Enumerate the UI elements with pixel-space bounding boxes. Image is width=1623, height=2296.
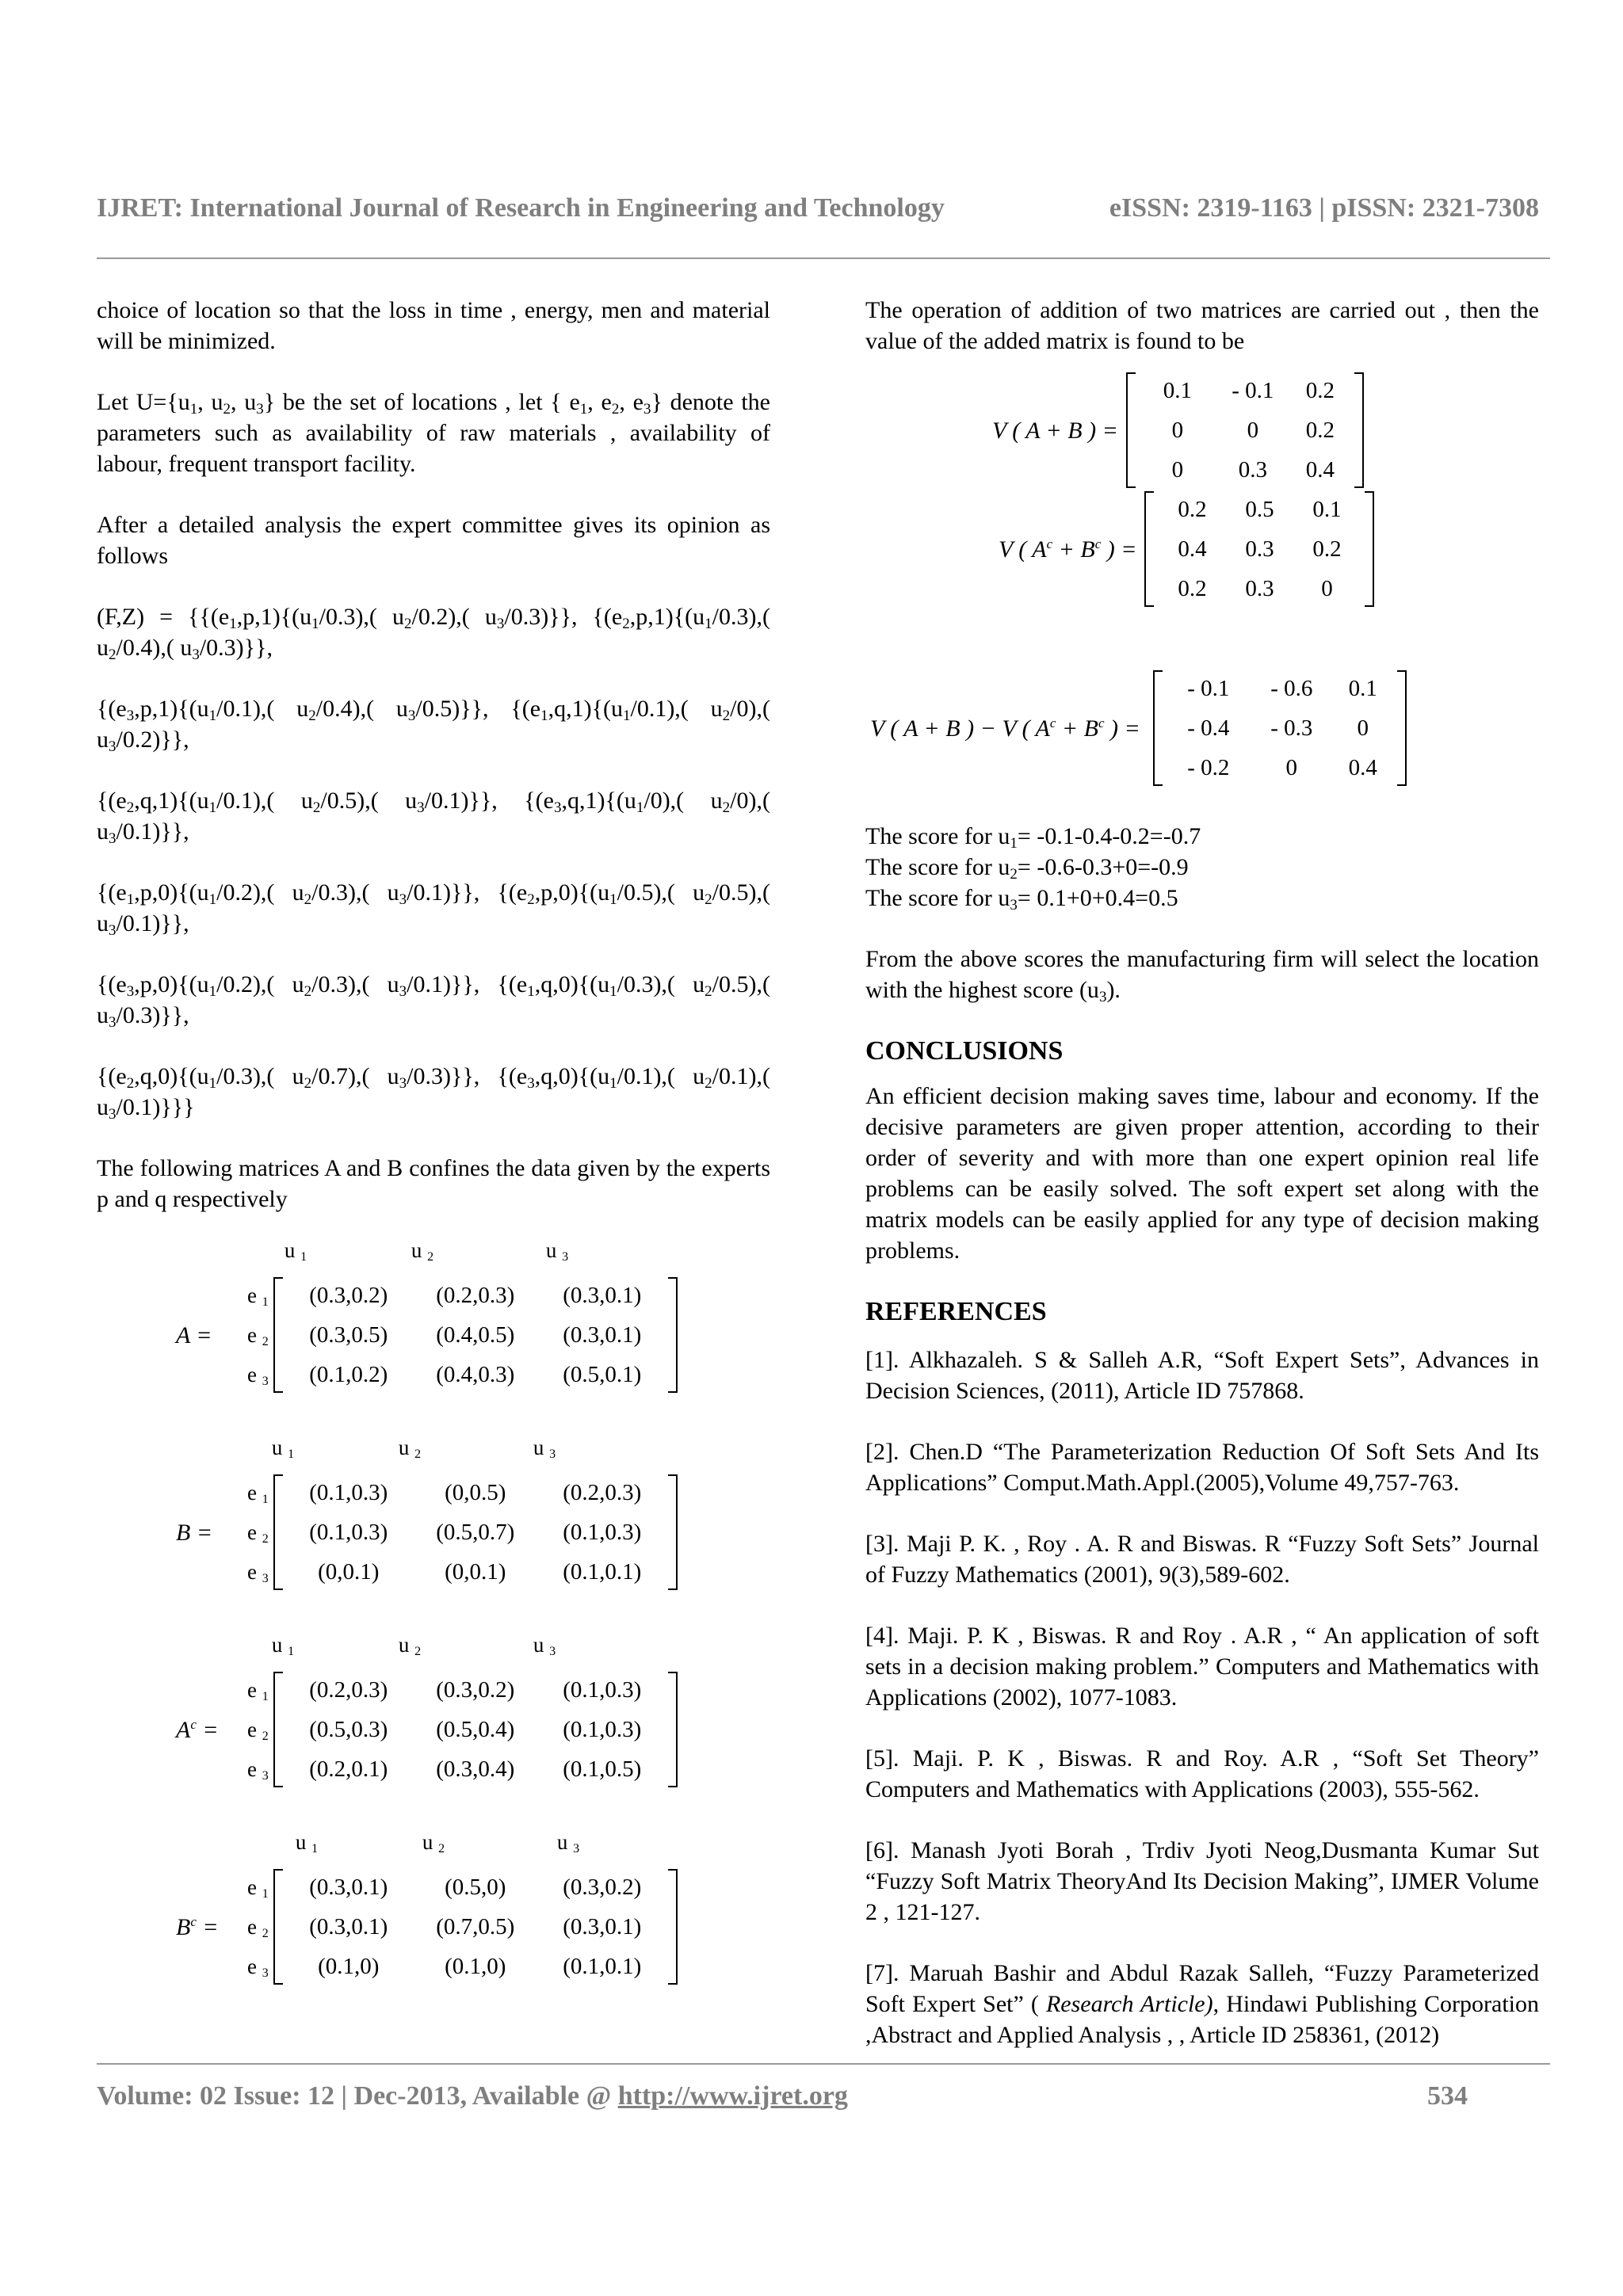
footer-volume: Volume: 02 Issue: 12 | Dec-2013, Available @ http://www.ijret.org [97,2081,848,2111]
paragraph-selection: From the above scores the manufacturing firm will select the location with the highest score $(u_3)$. [865,946,1539,1005]
column-header: u 3 [533,1436,556,1461]
matrix-cell: (0.5,0.3) [309,1717,388,1742]
soft-expert-set-line: {$(e_2,q,0)\{(u_1/0.3)$,( $u_2/0.7$),( $u_3/0.3$)}}, {$(e_3,q,0)\{(u_1/0.1)$,( $u_2/0.1$),( $u_3/0.1$)}}} [97,1063,770,1123]
paragraph-set-definition: Let $U=\{u_1$, $u_2$, $u_3$} be the set of locations , let { $e_1$, $e_2$, $e_3$} denote the parameters such as availability of raw materials , availability of labour, frequent transport facility. [97,389,770,477]
matrix-cell: 0.4 [1348,755,1377,780]
matrix-cell: 0.4 [1178,536,1207,562]
column-header: u 2 [411,1238,434,1264]
bracket-right [668,1869,678,1985]
matrix-cell: 0 [1247,418,1259,443]
matrix-b-complement [176,1827,770,1985]
matrix-cell: (0.1,0.2) [309,1362,388,1387]
matrix-cell: (0,0.1) [445,1559,506,1585]
column-header: u 1 [284,1238,307,1264]
matrix-body [1154,491,1365,607]
bracket-left [273,1277,283,1393]
matrix-cell: 0 [1171,418,1184,443]
reference-item: [4]. Maji. P. K , Biswas. R and Roy . A.R , “ An application of soft sets in a decision making problem.” Computers and Mathematics with Applications (2002), 1077-1083. [865,1623,1539,1711]
matrix-cell: - 0.4 [1187,715,1230,741]
matrix-cell: (0.2,0.3) [309,1677,388,1703]
bracket-right [1397,670,1407,786]
bracket-right [668,1277,678,1393]
row-label: e 3 [247,1363,269,1388]
matrix-cell: 0.2 [1305,378,1335,403]
matrix-cell: (0.1,0.1) [563,1559,642,1585]
matrix-cell: (0.1,0) [318,1954,380,1979]
matrix-cell: (0,0.1) [318,1559,380,1585]
matrix-cell: (0.3,0.4) [436,1756,515,1782]
matrix-cell: 0.3 [1245,576,1274,601]
row-label: e 2 [247,1915,269,1940]
column-header: u 3 [545,1238,569,1264]
matrix-cell: - 0.3 [1270,715,1313,741]
matrix-cell: - 0.2 [1187,755,1230,780]
bracket-right [1365,491,1374,607]
matrix-body [283,1277,668,1393]
matrix-cell: - 0.6 [1270,676,1313,701]
column-header: u 3 [556,1830,580,1855]
matrix-column-headers [247,1827,770,1864]
matrix-cell: 0.1 [1312,497,1342,522]
matrix-row-group [176,1672,770,1787]
matrix-cell: (0.1,0.3) [563,1677,642,1703]
row-label: e 1 [247,1678,269,1703]
column-header: u 3 [533,1633,556,1658]
paragraph: choice of location so that the loss in time , energy, men and material will be minimized. [97,297,770,354]
matrices-abc [97,1235,770,1985]
matrix-v-ac-plus-bc [999,491,1539,607]
matrix-b [176,1432,770,1590]
matrix-cell: 0.4 [1305,457,1335,482]
matrix-a-complement [176,1630,770,1787]
right-column [865,295,1539,2081]
left-column [97,295,770,1985]
bracket-right [668,1474,678,1590]
column-header: u 1 [271,1436,295,1461]
matrix-cell: 0.1 [1348,676,1377,701]
matrix-cell: (0.5,0.4) [436,1717,515,1742]
column-header: u 1 [271,1633,295,1658]
column-header: u 1 [295,1830,319,1855]
matrix-cell: 0 [1321,576,1333,601]
column-header: u 2 [398,1633,422,1658]
matrix-cell: (0.3,0.5) [309,1322,388,1348]
row-label: e 2 [247,1323,269,1348]
matrix-v-a-plus-b [992,372,1539,488]
matrix-lhs: B = [176,1519,213,1546]
paragraph: The operation of addition of two matrices are carried out , then the value of the added matrix is found to be [865,297,1539,354]
row-label: e 3 [247,1757,269,1783]
matrix-cell: (0.3,0.1) [309,1914,388,1939]
bracket-left [1153,670,1163,786]
soft-expert-set-line: {$(e_2,q,1)\{(u_1/0.1)$,( $u_2/0.5$),( $u_3/0.1$)}}, {$(e_3,q,1)\{(u_1/0)$,( $u_2/0$),( $u_3/0.1$)}}, [97,788,770,847]
matrix-body [283,1869,668,1985]
paragraph: The following matrices A and B confines the data given by the experts p and q respectively [97,1155,770,1212]
bracket-left [1144,491,1154,607]
matrix-cell: (0.7,0.5) [436,1914,515,1939]
score-line: The score for $u_3= 0.1+0+0.4=0.5$ [865,885,1178,913]
soft-expert-set-line: {$(e_3,p,1)\{(u_1/0.1)$,( $u_2/0.4$),( $u_3/0.5$)}}, {$(e_1,q,1)\{(u_1/0.1)$,( $u_2/0$),( $u_3/0.2$)}}, [97,696,770,755]
matrix-cell: (0.1,0.3) [309,1520,388,1545]
matrix-cell: 0 [1285,755,1298,780]
footer-rule [97,2063,1550,2065]
column-header: u 2 [422,1830,445,1855]
matrix-lhs: V ( $A^c + B^c$ ) = [999,536,1137,563]
bracket-left [273,1474,283,1590]
column-header: u 2 [398,1436,422,1461]
matrix-cell: (0.3,0.1) [563,1322,642,1348]
bracket-right [1354,372,1364,488]
matrix-lhs: $B^c$ = [176,1913,219,1940]
matrix-cell: (0.5,0.7) [436,1520,515,1545]
matrix-cell: 0.2 [1305,418,1335,443]
matrix-cell: (0.4,0.5) [436,1322,515,1348]
matrix-cell: - 0.1 [1232,378,1274,403]
matrix-cell: (0.1,0.3) [563,1717,642,1742]
running-header [97,193,1539,223]
matrix-cell: 0.2 [1178,576,1207,601]
bracket-left [273,1672,283,1787]
reference-item: [7]. Maruah Bashir and Abdul Razak Salleh, “Fuzzy Parameterized Soft Expert Set” ( Research Article), Hindawi Publishing Corporation ,Abstract and Applied Analysis , , Article ID 258361, (2012) [865,1960,1539,2048]
matrix-cell: (0.2,0.3) [436,1283,515,1308]
row-label: e 2 [247,1520,269,1546]
matrix-cell: 0 [1171,457,1184,482]
matrix-cell: (0.1,0.3) [563,1520,642,1545]
matrix-cell: 0.2 [1178,497,1207,522]
matrix-body [283,1672,668,1787]
matrix-body [1136,372,1354,488]
reference-item: [3]. Maji P. K. , Roy . A. R and Biswas. R “Fuzzy Soft Sets” Journal of Fuzzy Mathematics (2001), 9(3),589-602. [865,1531,1539,1588]
matrix-cell: 0.3 [1238,457,1267,482]
matrix-row-group [176,1869,770,1985]
bracket-right [668,1672,678,1787]
matrix-cell: (0.2,0.1) [309,1756,388,1782]
matrix-body [1163,670,1397,786]
matrix-row-group [176,1474,770,1590]
matrix-body [283,1474,668,1590]
reference-item: [5]. Maji. P. K , Biswas. R and Roy. A.R , “Soft Set Theory” Computers and Mathematics with Applications (2003), 555-562. [865,1745,1539,1802]
page-number: 534 [1427,2081,1468,2111]
row-label: e 1 [247,1481,269,1506]
row-label: e 3 [247,1560,269,1585]
matrix-column-headers [223,1630,770,1667]
header-rule [97,257,1550,259]
matrix-cell: (0.1,0.5) [563,1756,642,1782]
soft-expert-set-line: {$(e_3,p,0)\{(u_1/0.2)$,( $u_2/0.3$),( $u_3/0.1$)}}, {$(e_1,q,0)\{(u_1/0.3)$,( $u_2/0.5$),( $u_3/0.3$)}}, [97,971,770,1031]
score-line: The score for $u_2= -0.6-0.3+0=-0.9$ [865,854,1189,883]
matrix-cell: (0,0.5) [445,1480,506,1505]
matrix-lhs: $A^c$ = [176,1716,219,1743]
row-label: e 3 [247,1955,269,1980]
matrix-row-labels [247,1476,273,1589]
matrix-lhs: A = [176,1322,212,1348]
matrix-column-headers [236,1235,770,1272]
scores [865,821,1539,913]
reference-item: [1]. Alkhazaleh. S & Salleh A.R, “Soft Expert Sets”, Advances in Decision Sciences, (2011), Article ID 757868. [865,1347,1539,1404]
matrix-row-labels [247,1673,273,1786]
reference-list [865,1344,1539,2050]
matrix-lhs: V ( A + B ) = [992,417,1118,444]
matrix-cell: 0.1 [1163,378,1192,403]
matrix-cell: (0.5,0) [445,1875,506,1900]
journal-link[interactable]: http://www.ijret.org [617,2081,848,2111]
matrix-column-headers [223,1432,770,1470]
matrix-cell: (0.3,0.2) [563,1875,642,1900]
reference-item: [6]. Manash Jyoti Borah , Trdiv Jyoti Neog,Dusmanta Kumar Sut “Fuzzy Soft Matrix TheoryAnd Its Decision Making”, IJMER Volume 2 , 121-127. [865,1837,1539,1925]
running-footer [97,2081,1468,2111]
matrix-cell: (0.3,0.2) [436,1677,515,1703]
paragraph: After a detailed analysis the expert committee gives its opinion as follows [97,512,770,569]
soft-expert-set-line: {$(e_1,p,0)\{(u_1/0.2)$,( $u_2/0.3$),( $u_3/0.1$)}}, {$(e_2,p,0)\{(u_1/0.5)$,( $u_2/0.5$),( $u_3/0.1$)}}, [97,879,770,939]
matrix-cell: (0.3,0.2) [309,1283,388,1308]
bracket-left [1126,372,1136,488]
matrix-row-labels [247,1871,273,1983]
section-heading-conclusions: CONCLUSIONS [865,1036,1064,1066]
matrix-cell: 0.5 [1245,497,1274,522]
matrix-cell: 0 [1357,715,1369,741]
matrix-a [176,1235,770,1393]
matrix-cell: 0.2 [1312,536,1342,562]
row-label: e 1 [247,1875,269,1901]
matrix-cell: - 0.1 [1187,676,1230,701]
matrix-cell: 0.3 [1245,536,1274,562]
matrix-cell: (0.3,0.1) [309,1875,388,1900]
matrix-row-labels [247,1279,273,1391]
matrix-cell: (0.5,0.1) [563,1362,642,1387]
score-line: The score for $u_1= -0.1-0.4-0.2=-0.7$ [865,823,1201,852]
matrix-cell: (0.1,0.1) [563,1954,642,1979]
journal-title: IJRET: International Journal of Research in Engineering and Technology [97,193,945,223]
matrix-cell: (0.2,0.3) [563,1480,642,1505]
matrix-lhs: V ( A + B ) − V ( $A^c + B^c$ ) = [870,715,1140,742]
soft-expert-set [97,601,770,1123]
section-heading-references: REFERENCES [865,1297,1047,1326]
matrix-v-difference [870,670,1539,786]
paragraph-conclusions: An efficient decision making saves time, labour and economy. If the decisive parameters are given proper attention, according to their order of severity and with more than one expert opinion real life problems can be easily solved. The soft expert set along with the matrix models can be easily applied for any type of decision making problems. [865,1083,1539,1264]
soft-expert-set-line: $(F,Z) = \{\{(e_1,p,1)\{(u_1/0.3)$,( $u_2/0.2$),( $u_3/0.3$)}}, {$(e_2,p,1)\{(u_1/0.3)$,( $u_2/0.4$),( $u_3/0.3$)}}, [97,604,770,663]
matrix-row-group [176,1277,770,1393]
bracket-left [273,1869,283,1985]
row-label: e 1 [247,1283,269,1309]
matrix-cell: (0.3,0.1) [563,1914,642,1939]
issn: eISSN: 2319-1163 | pISSN: 2321-7308 [1109,193,1539,223]
row-label: e 2 [247,1718,269,1743]
reference-item: [2]. Chen.D “The Parameterization Reduction Of Soft Sets And Its Applications” Comput.Math.Appl.(2005),Volume 49,757-763. [865,1439,1539,1496]
matrix-cell: (0.4,0.3) [436,1362,515,1387]
matrix-cell: (0.3,0.1) [563,1283,642,1308]
matrix-cell: (0.1,0.3) [309,1480,388,1505]
matrix-cell: (0.1,0) [445,1954,506,1979]
